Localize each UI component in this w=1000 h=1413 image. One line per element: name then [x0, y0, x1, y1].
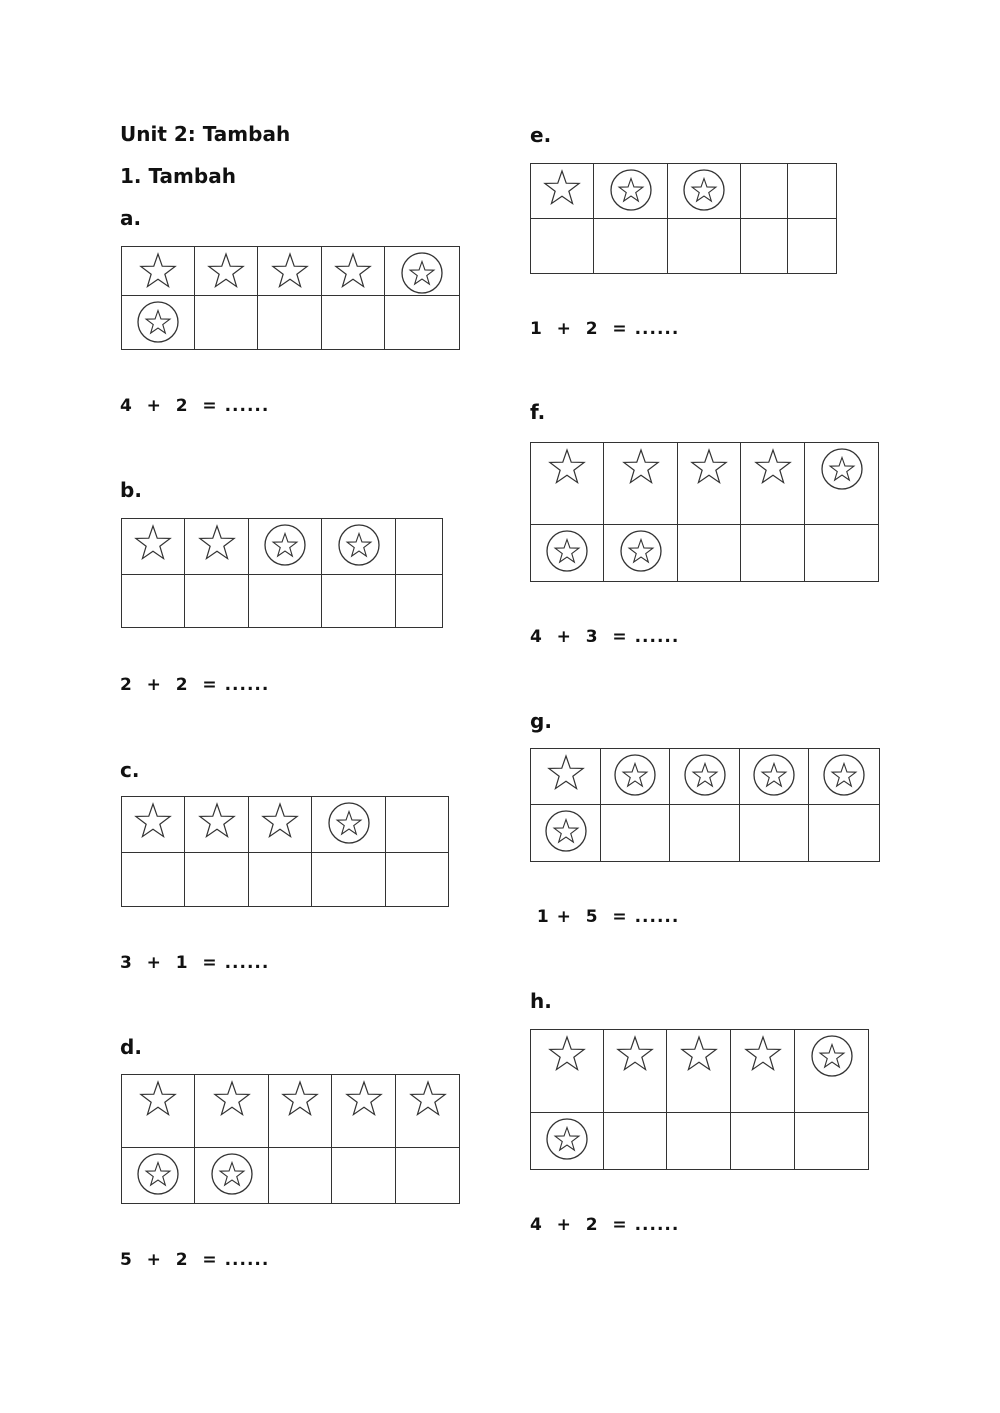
cell-content	[531, 525, 603, 581]
ten-frame-e	[530, 163, 837, 274]
frame-cell	[385, 296, 460, 350]
circled-star-icon	[136, 300, 180, 344]
frame-cell	[731, 1113, 795, 1170]
frame-cell	[740, 749, 809, 805]
cell-content	[531, 1113, 603, 1169]
circled-star-icon	[327, 801, 371, 845]
frame-cell	[269, 1075, 332, 1148]
frame-cell	[185, 797, 249, 853]
frame-cell	[258, 296, 322, 350]
cell-content	[122, 1075, 194, 1147]
cell-content	[805, 443, 878, 524]
problem-g-equation: 1 + 5 = ......	[530, 907, 680, 927]
frame-cell	[332, 1075, 396, 1148]
cell-content	[332, 1075, 395, 1147]
frame-cell	[122, 575, 185, 628]
problem-f-equation: 4 + 3 = ......	[530, 627, 680, 647]
frame-cell	[670, 805, 740, 862]
cell-content	[670, 749, 739, 804]
circled-star-icon	[545, 1117, 589, 1161]
cell-content	[122, 296, 194, 349]
star-icon	[408, 1079, 448, 1119]
frame-cell	[740, 805, 809, 862]
star-icon	[206, 251, 246, 291]
star-icon	[270, 251, 310, 291]
frame-cell	[122, 296, 195, 350]
star-icon	[743, 1034, 783, 1074]
star-icon	[547, 447, 587, 487]
star-icon	[547, 1034, 587, 1074]
circled-star-icon	[820, 447, 864, 491]
cell-content	[385, 247, 459, 295]
frame-cell	[122, 797, 185, 853]
cell-content	[195, 247, 257, 295]
frame-cell	[531, 525, 604, 582]
cell-content	[531, 443, 603, 524]
cell-content	[678, 443, 740, 524]
cell-content	[594, 164, 667, 218]
frame-cell	[385, 247, 460, 296]
frame-cell	[322, 247, 385, 296]
frame-cell	[805, 443, 879, 525]
frame-cell	[396, 575, 443, 628]
problem-c-equation: 3 + 1 = ......	[120, 953, 270, 973]
frame-cell	[332, 1148, 396, 1204]
frame-cell	[249, 853, 312, 907]
cell-content	[531, 1030, 603, 1112]
cell-content	[740, 749, 808, 804]
unit-title: Unit 2: Tambah	[120, 122, 291, 146]
cell-content	[269, 1075, 331, 1147]
frame-cell	[195, 247, 258, 296]
circled-star-icon	[337, 523, 381, 567]
frame-cell	[795, 1030, 869, 1113]
problem-h-equation: 4 + 2 = ......	[530, 1215, 680, 1235]
frame-cell	[788, 164, 837, 219]
frame-cell	[195, 1075, 269, 1148]
frame-cell	[668, 164, 741, 219]
ten-frame-d	[121, 1074, 460, 1204]
star-icon	[197, 523, 237, 563]
section-title: 1. Tambah	[120, 164, 236, 188]
frame-cell	[604, 1030, 667, 1113]
frame-cell	[312, 853, 386, 907]
frame-cell	[249, 519, 322, 575]
ten-frame-a	[121, 246, 460, 350]
frame-cell	[741, 525, 805, 582]
circled-star-icon	[136, 1152, 180, 1196]
frame-cell	[396, 1148, 460, 1204]
frame-cell	[185, 519, 249, 575]
frame-cell	[258, 247, 322, 296]
frame-cell	[322, 575, 396, 628]
cell-content	[667, 1030, 730, 1112]
ten-frame-b	[121, 518, 443, 628]
problem-e-label: e.	[530, 123, 552, 147]
star-icon	[689, 447, 729, 487]
star-icon	[212, 1079, 252, 1119]
frame-cell	[594, 219, 668, 274]
frame-cell	[531, 805, 601, 862]
frame-cell	[122, 519, 185, 575]
circled-star-icon	[400, 251, 444, 295]
frame-cell	[531, 164, 594, 219]
cell-content	[604, 1030, 666, 1112]
cell-content	[122, 797, 184, 852]
frame-cell	[809, 805, 880, 862]
cell-content	[531, 164, 593, 218]
cell-content	[185, 797, 248, 852]
problem-d-label: d.	[120, 1035, 142, 1059]
circled-star-icon	[810, 1034, 854, 1078]
star-icon	[546, 753, 586, 793]
frame-cell	[795, 1113, 869, 1170]
frame-cell	[670, 749, 740, 805]
star-icon	[753, 447, 793, 487]
frame-cell	[195, 296, 258, 350]
star-icon	[280, 1079, 320, 1119]
star-icon	[333, 251, 373, 291]
frame-cell	[122, 853, 185, 907]
star-icon	[133, 801, 173, 841]
frame-cell	[531, 1030, 604, 1113]
circled-star-icon	[263, 523, 307, 567]
cell-content	[249, 519, 321, 574]
frame-cell	[531, 1113, 604, 1170]
cell-content	[396, 1075, 459, 1147]
frame-cell	[809, 749, 880, 805]
frame-cell	[122, 247, 195, 296]
frame-cell	[667, 1030, 731, 1113]
circled-star-icon	[544, 809, 588, 853]
problem-f-label: f.	[530, 400, 546, 424]
star-icon	[621, 447, 661, 487]
frame-cell	[594, 164, 668, 219]
frame-cell	[185, 575, 249, 628]
frame-cell	[678, 443, 741, 525]
frame-cell	[269, 1148, 332, 1204]
frame-cell	[396, 519, 443, 575]
frame-cell	[386, 853, 449, 907]
frame-cell	[195, 1148, 269, 1204]
problem-h-label: h.	[530, 989, 552, 1013]
frame-cell	[731, 1030, 795, 1113]
frame-cell	[531, 443, 604, 525]
cell-content	[122, 1148, 194, 1203]
circled-star-icon	[752, 753, 796, 797]
frame-cell	[322, 519, 396, 575]
cell-content	[741, 443, 804, 524]
cell-content	[312, 797, 385, 852]
star-icon	[679, 1034, 719, 1074]
ten-frame-f	[530, 442, 879, 582]
problem-c-label: c.	[120, 758, 140, 782]
frame-cell	[185, 853, 249, 907]
cell-content	[122, 247, 194, 295]
star-icon	[138, 251, 178, 291]
frame-cell	[312, 797, 386, 853]
problem-a-label: a.	[120, 206, 142, 230]
cell-content	[185, 519, 248, 574]
cell-content	[604, 443, 677, 524]
frame-cell	[788, 219, 837, 274]
cell-content	[604, 525, 677, 581]
cell-content	[195, 1148, 268, 1203]
frame-cell	[122, 1075, 195, 1148]
star-icon	[344, 1079, 384, 1119]
cell-content	[122, 519, 184, 574]
cell-content	[795, 1030, 868, 1112]
star-icon	[133, 523, 173, 563]
frame-cell	[531, 749, 601, 805]
problem-b-equation: 2 + 2 = ......	[120, 675, 270, 695]
frame-cell	[604, 443, 678, 525]
cell-content	[322, 247, 384, 295]
frame-cell	[668, 219, 741, 274]
cell-content	[249, 797, 311, 852]
star-icon	[138, 1079, 178, 1119]
problem-g-label: g.	[530, 709, 552, 733]
frame-cell	[386, 797, 449, 853]
ten-frame-c	[121, 796, 449, 907]
cell-content	[601, 749, 669, 804]
circled-star-icon	[619, 529, 663, 573]
cell-content	[809, 749, 879, 804]
frame-cell	[604, 525, 678, 582]
circled-star-icon	[613, 753, 657, 797]
frame-cell	[741, 443, 805, 525]
ten-frame-g	[530, 748, 880, 862]
cell-content	[531, 805, 600, 861]
frame-cell	[531, 219, 594, 274]
frame-cell	[678, 525, 741, 582]
frame-cell	[322, 296, 385, 350]
circled-star-icon	[682, 168, 726, 212]
frame-cell	[805, 525, 879, 582]
ten-frame-h	[530, 1029, 869, 1170]
star-icon	[615, 1034, 655, 1074]
problem-d-equation: 5 + 2 = ......	[120, 1250, 270, 1270]
problem-e-equation: 1 + 2 = ......	[530, 319, 680, 339]
star-icon	[542, 168, 582, 208]
cell-content	[322, 519, 395, 574]
circled-star-icon	[609, 168, 653, 212]
circled-star-icon	[545, 529, 589, 573]
frame-cell	[122, 1148, 195, 1204]
circled-star-icon	[210, 1152, 254, 1196]
frame-cell	[396, 1075, 460, 1148]
cell-content	[195, 1075, 268, 1147]
cell-content	[668, 164, 740, 218]
frame-cell	[249, 575, 322, 628]
problem-b-label: b.	[120, 478, 142, 502]
frame-cell	[604, 1113, 667, 1170]
cell-content	[731, 1030, 794, 1112]
cell-content	[258, 247, 321, 295]
frame-cell	[667, 1113, 731, 1170]
frame-cell	[249, 797, 312, 853]
problem-a-equation: 4 + 2 = ......	[120, 396, 270, 416]
cell-content	[531, 749, 600, 804]
circled-star-icon	[822, 753, 866, 797]
frame-cell	[741, 164, 788, 219]
frame-cell	[601, 805, 670, 862]
frame-cell	[601, 749, 670, 805]
frame-cell	[741, 219, 788, 274]
star-icon	[197, 801, 237, 841]
star-icon	[260, 801, 300, 841]
circled-star-icon	[683, 753, 727, 797]
